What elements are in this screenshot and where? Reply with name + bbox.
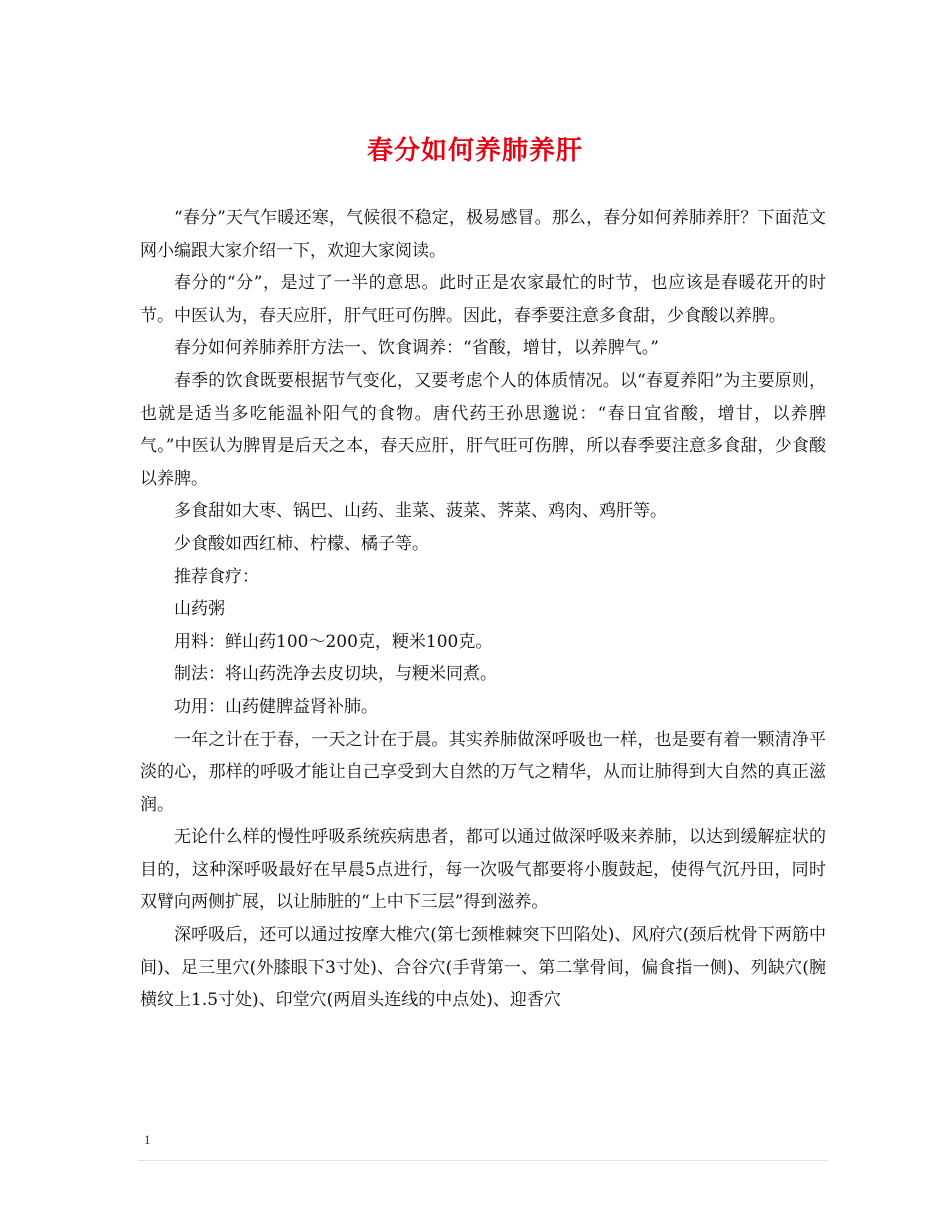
paragraph-effect: 功用：山药健脾益肾补肺。 bbox=[174, 696, 378, 717]
paragraph-intro: “春分”天气乍暖还寒，气候很不稳定，极易感冒。那么，春分如何养肺养肝？下面范文网小编跟大家介绍一下，欢迎大家阅读。 bbox=[140, 208, 826, 261]
paragraph: 春季的饮食既要根据节气变化，又要考虑个人的体质情况。以“春夏养阳”为主要原则，也就是适当多吃能温补阳气的食物。唐代药王孙思邈说：“春日宜省酸，增甘，以养脾气。”中医认为脾胃是后天之本，春天应肝，肝气旺可伤脾，所以春季要注意多食甜，少食酸以养脾。 bbox=[140, 370, 826, 489]
paragraph: 少食酸如西红柿、柠檬、橘子等。 bbox=[174, 533, 429, 554]
paragraph-method-heading: 春分如何养肺养肝方法一、饮食调养：“省酸，增甘，以养脾气。” bbox=[174, 338, 659, 359]
paragraph: 春分的“分”，是过了一半的意思。此时正是农家最忙的时节，也应该是春暖花开的时节。中医认为，春天应肝，肝气旺可伤脾。因此，春季要注意多食甜，少食酸以养脾。 bbox=[140, 273, 826, 326]
page-number: 1 bbox=[144, 1132, 151, 1147]
paragraph-recipe-name: 山药粥 bbox=[174, 599, 225, 620]
paragraph: 深呼吸后，还可以通过按摩大椎穴(第七颈椎棘突下凹陷处)、风府穴(颈后枕骨下两筋中间)、足三里穴(外膝眼下3寸处)、合谷穴(手背第一、第二掌骨间，偏食指一侧)、列缺穴(腕横纹上1.5寸处)、印堂穴(两眉头连线的中点处)、迎香穴 bbox=[140, 925, 826, 1011]
document-body bbox=[140, 202, 826, 1017]
paragraph-ingredients: 用料：鲜山药100～200克，粳米100克。 bbox=[174, 631, 493, 652]
footer-divider bbox=[138, 1160, 828, 1161]
paragraph: 无论什么样的慢性呼吸系统疾病患者，都可以通过做深呼吸来养肺，以达到缓解症状的目的，这种深呼吸最好在早晨5点进行，每一次吸气都要将小腹鼓起，使得气沉丹田，同时双臂向两侧扩展，以让肺脏的“上中下三层”得到滋养。 bbox=[140, 827, 826, 913]
paragraph-preparation: 制法：将山药洗净去皮切块，与粳米同煮。 bbox=[174, 664, 497, 685]
paragraph-recipe-heading: 推荐食疗： bbox=[174, 566, 259, 587]
paragraph: 多食甜如大枣、锅巴、山药、韭菜、菠菜、荠菜、鸡肉、鸡肝等。 bbox=[174, 501, 667, 522]
paragraph: 一年之计在于春，一天之计在于晨。其实养肺做深呼吸也一样，也是要有着一颗清净平淡的心，那样的呼吸才能让自己享受到大自然的万气之精华，从而让肺得到大自然的真正滋润。 bbox=[140, 729, 826, 815]
document-title: 春分如何养肺养肝 bbox=[366, 136, 583, 166]
